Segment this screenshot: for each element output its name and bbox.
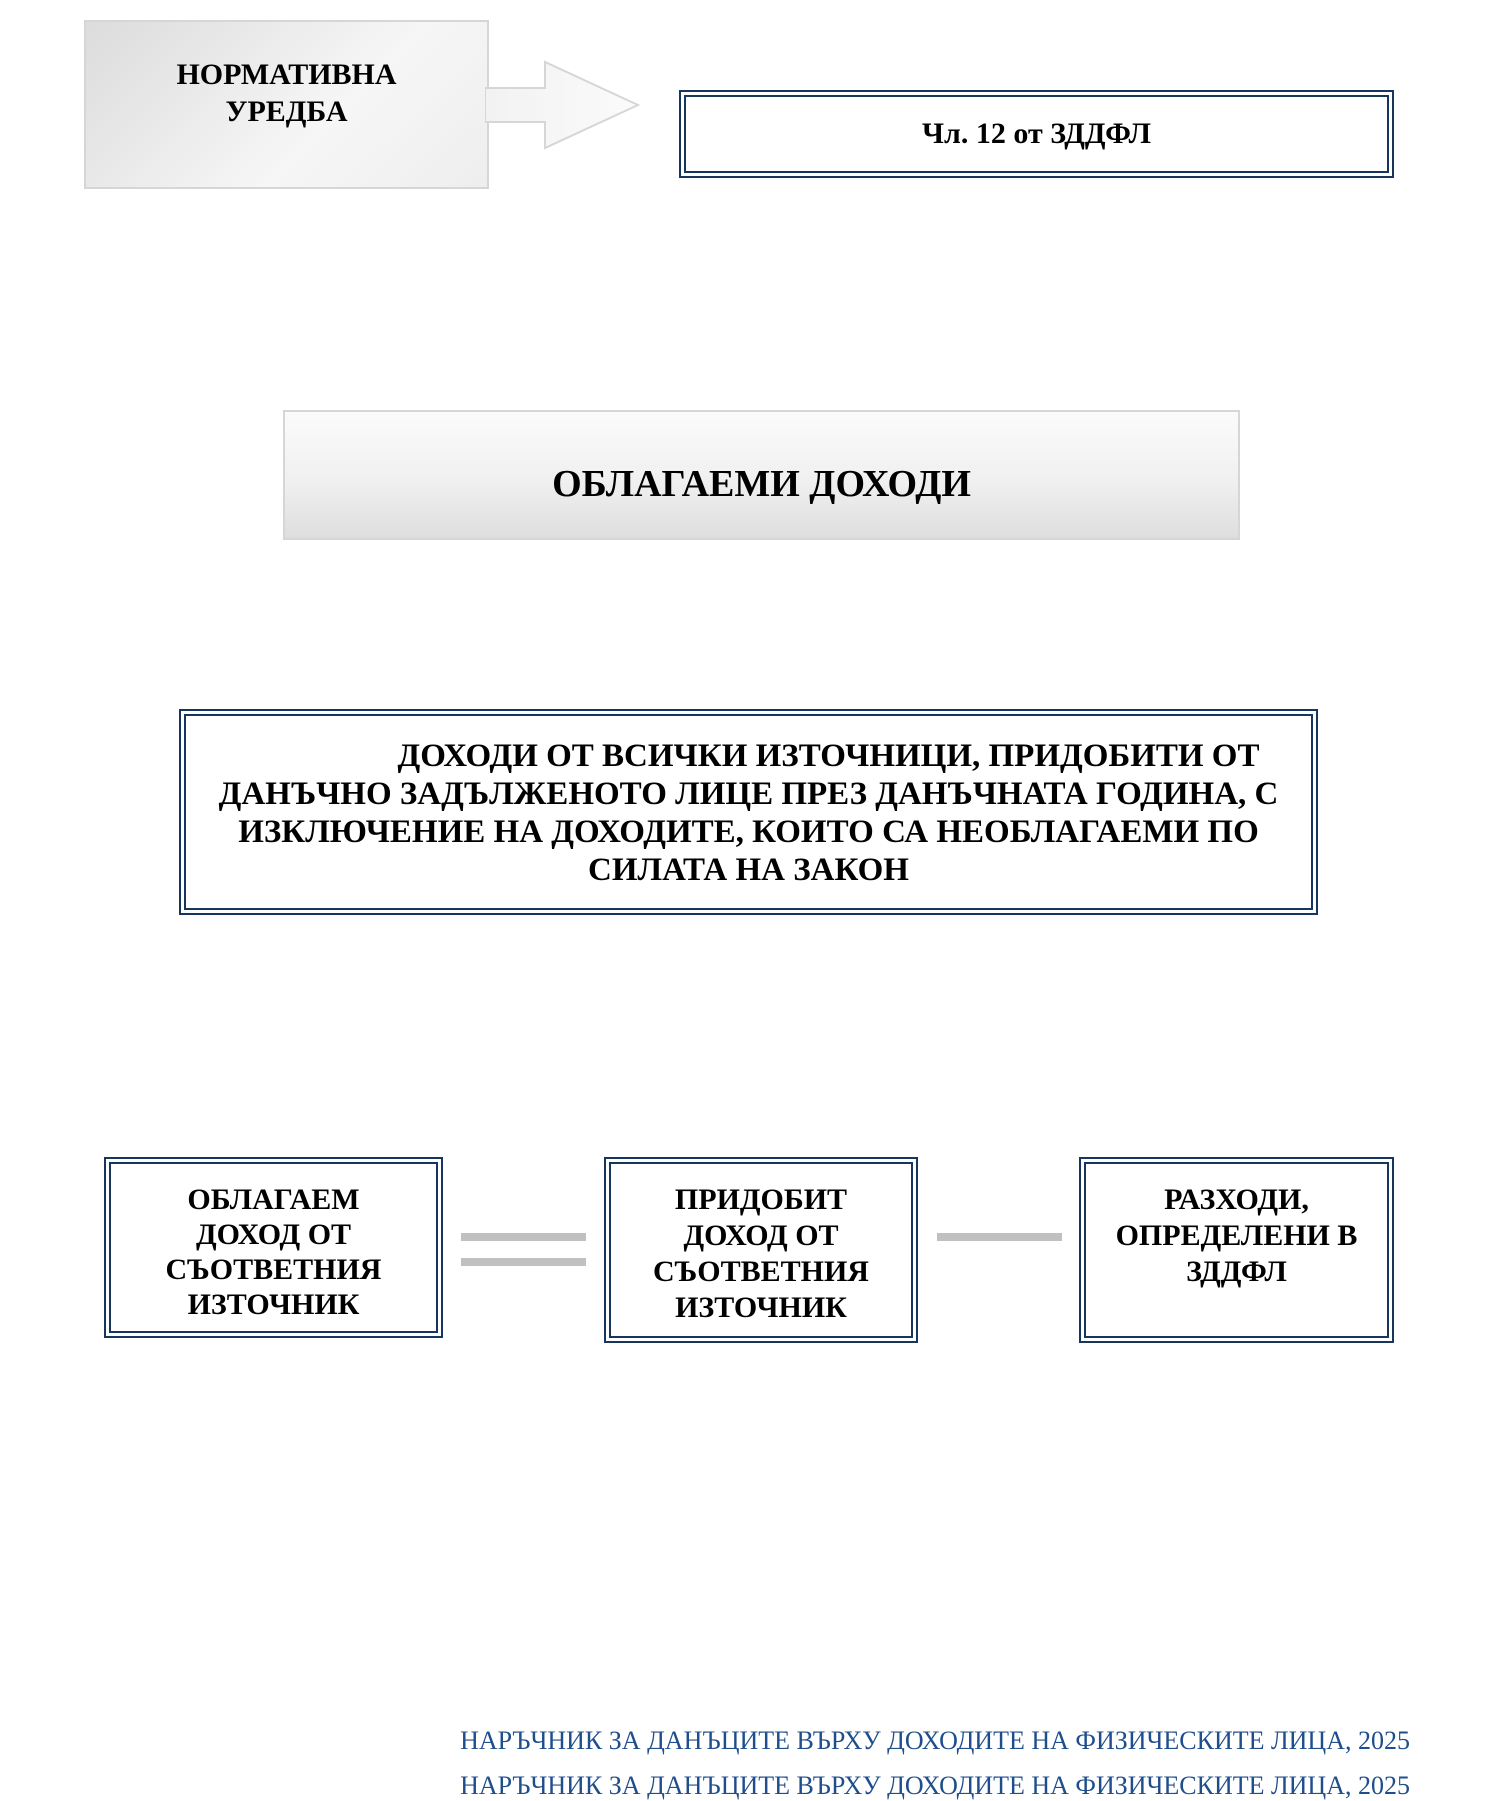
normative-label-line2: УРЕДБА <box>225 94 348 128</box>
equals-bar-bottom <box>461 1258 586 1266</box>
equals-bar-top <box>461 1233 586 1241</box>
taxable-income-line4: ИЗТОЧНИК <box>187 1288 360 1321</box>
taxable-income-line1: ОБЛАГАЕМ <box>187 1183 360 1216</box>
definition-line3: ИЗКЛЮЧЕНИЕ НА ДОХОДИТЕ, КОИТО СА НЕОБЛАГАЕМИ ПО <box>238 814 1259 850</box>
taxable-income-line2: ДОХОД ОТ <box>195 1218 352 1251</box>
definition-line2: ДАНЪЧНО ЗАДЪЛЖЕНОТО ЛИЦЕ ПРЕЗ ДАНЪЧНАТА ГОДИНА, С <box>218 776 1279 812</box>
footer-line-2: НАРЪЧНИК ЗА ДАНЪЦИТЕ ВЪРХУ ДОХОДИТЕ НА ФИЗИЧЕСКИТЕ ЛИЦА, 2025 <box>460 1771 1410 1800</box>
normative-label-line1: НОРМАТИВНА <box>176 57 397 91</box>
acquired-income-line1: ПРИДОБИТ <box>674 1183 848 1216</box>
minus-sign-icon <box>937 1233 1062 1241</box>
title-box <box>283 410 1240 540</box>
footer-line-1: НАРЪЧНИК ЗА ДАНЪЦИТЕ ВЪРХУ ДОХОДИТЕ НА ФИЗИЧЕСКИТЕ ЛИЦА, 2025 <box>460 1726 1410 1755</box>
definition-line1: ДОХОДИ ОТ ВСИЧКИ ИЗТОЧНИЦИ, ПРИДОБИТИ ОТ <box>397 738 1260 774</box>
law-reference-box <box>679 90 1394 178</box>
expenses-line3: ЗДДФЛ <box>1186 1255 1287 1288</box>
taxable-income-box <box>104 1157 443 1338</box>
definition-box <box>179 709 1318 915</box>
expenses-line2: ОПРЕДЕЛЕНИ В <box>1115 1219 1358 1252</box>
acquired-income-line3: СЪОТВЕТНИЯ <box>653 1255 869 1288</box>
expenses-box <box>1079 1157 1394 1343</box>
acquired-income-line4: ИЗТОЧНИК <box>675 1291 847 1324</box>
right-arrow-icon <box>485 60 640 150</box>
expenses-line1: РАЗХОДИ, <box>1164 1183 1309 1216</box>
normative-basis-box <box>84 20 489 189</box>
acquired-income-box <box>604 1157 918 1343</box>
definition-line4: СИЛАТА НА ЗАКОН <box>588 852 909 888</box>
taxable-income-line3: СЪОТВЕТНИЯ <box>165 1253 382 1286</box>
law-reference-text: Чл. 12 от ЗДДФЛ <box>922 117 1151 150</box>
page-title: ОБЛАГАЕМИ ДОХОДИ <box>552 463 971 505</box>
acquired-income-line2: ДОХОД ОТ <box>683 1219 839 1252</box>
